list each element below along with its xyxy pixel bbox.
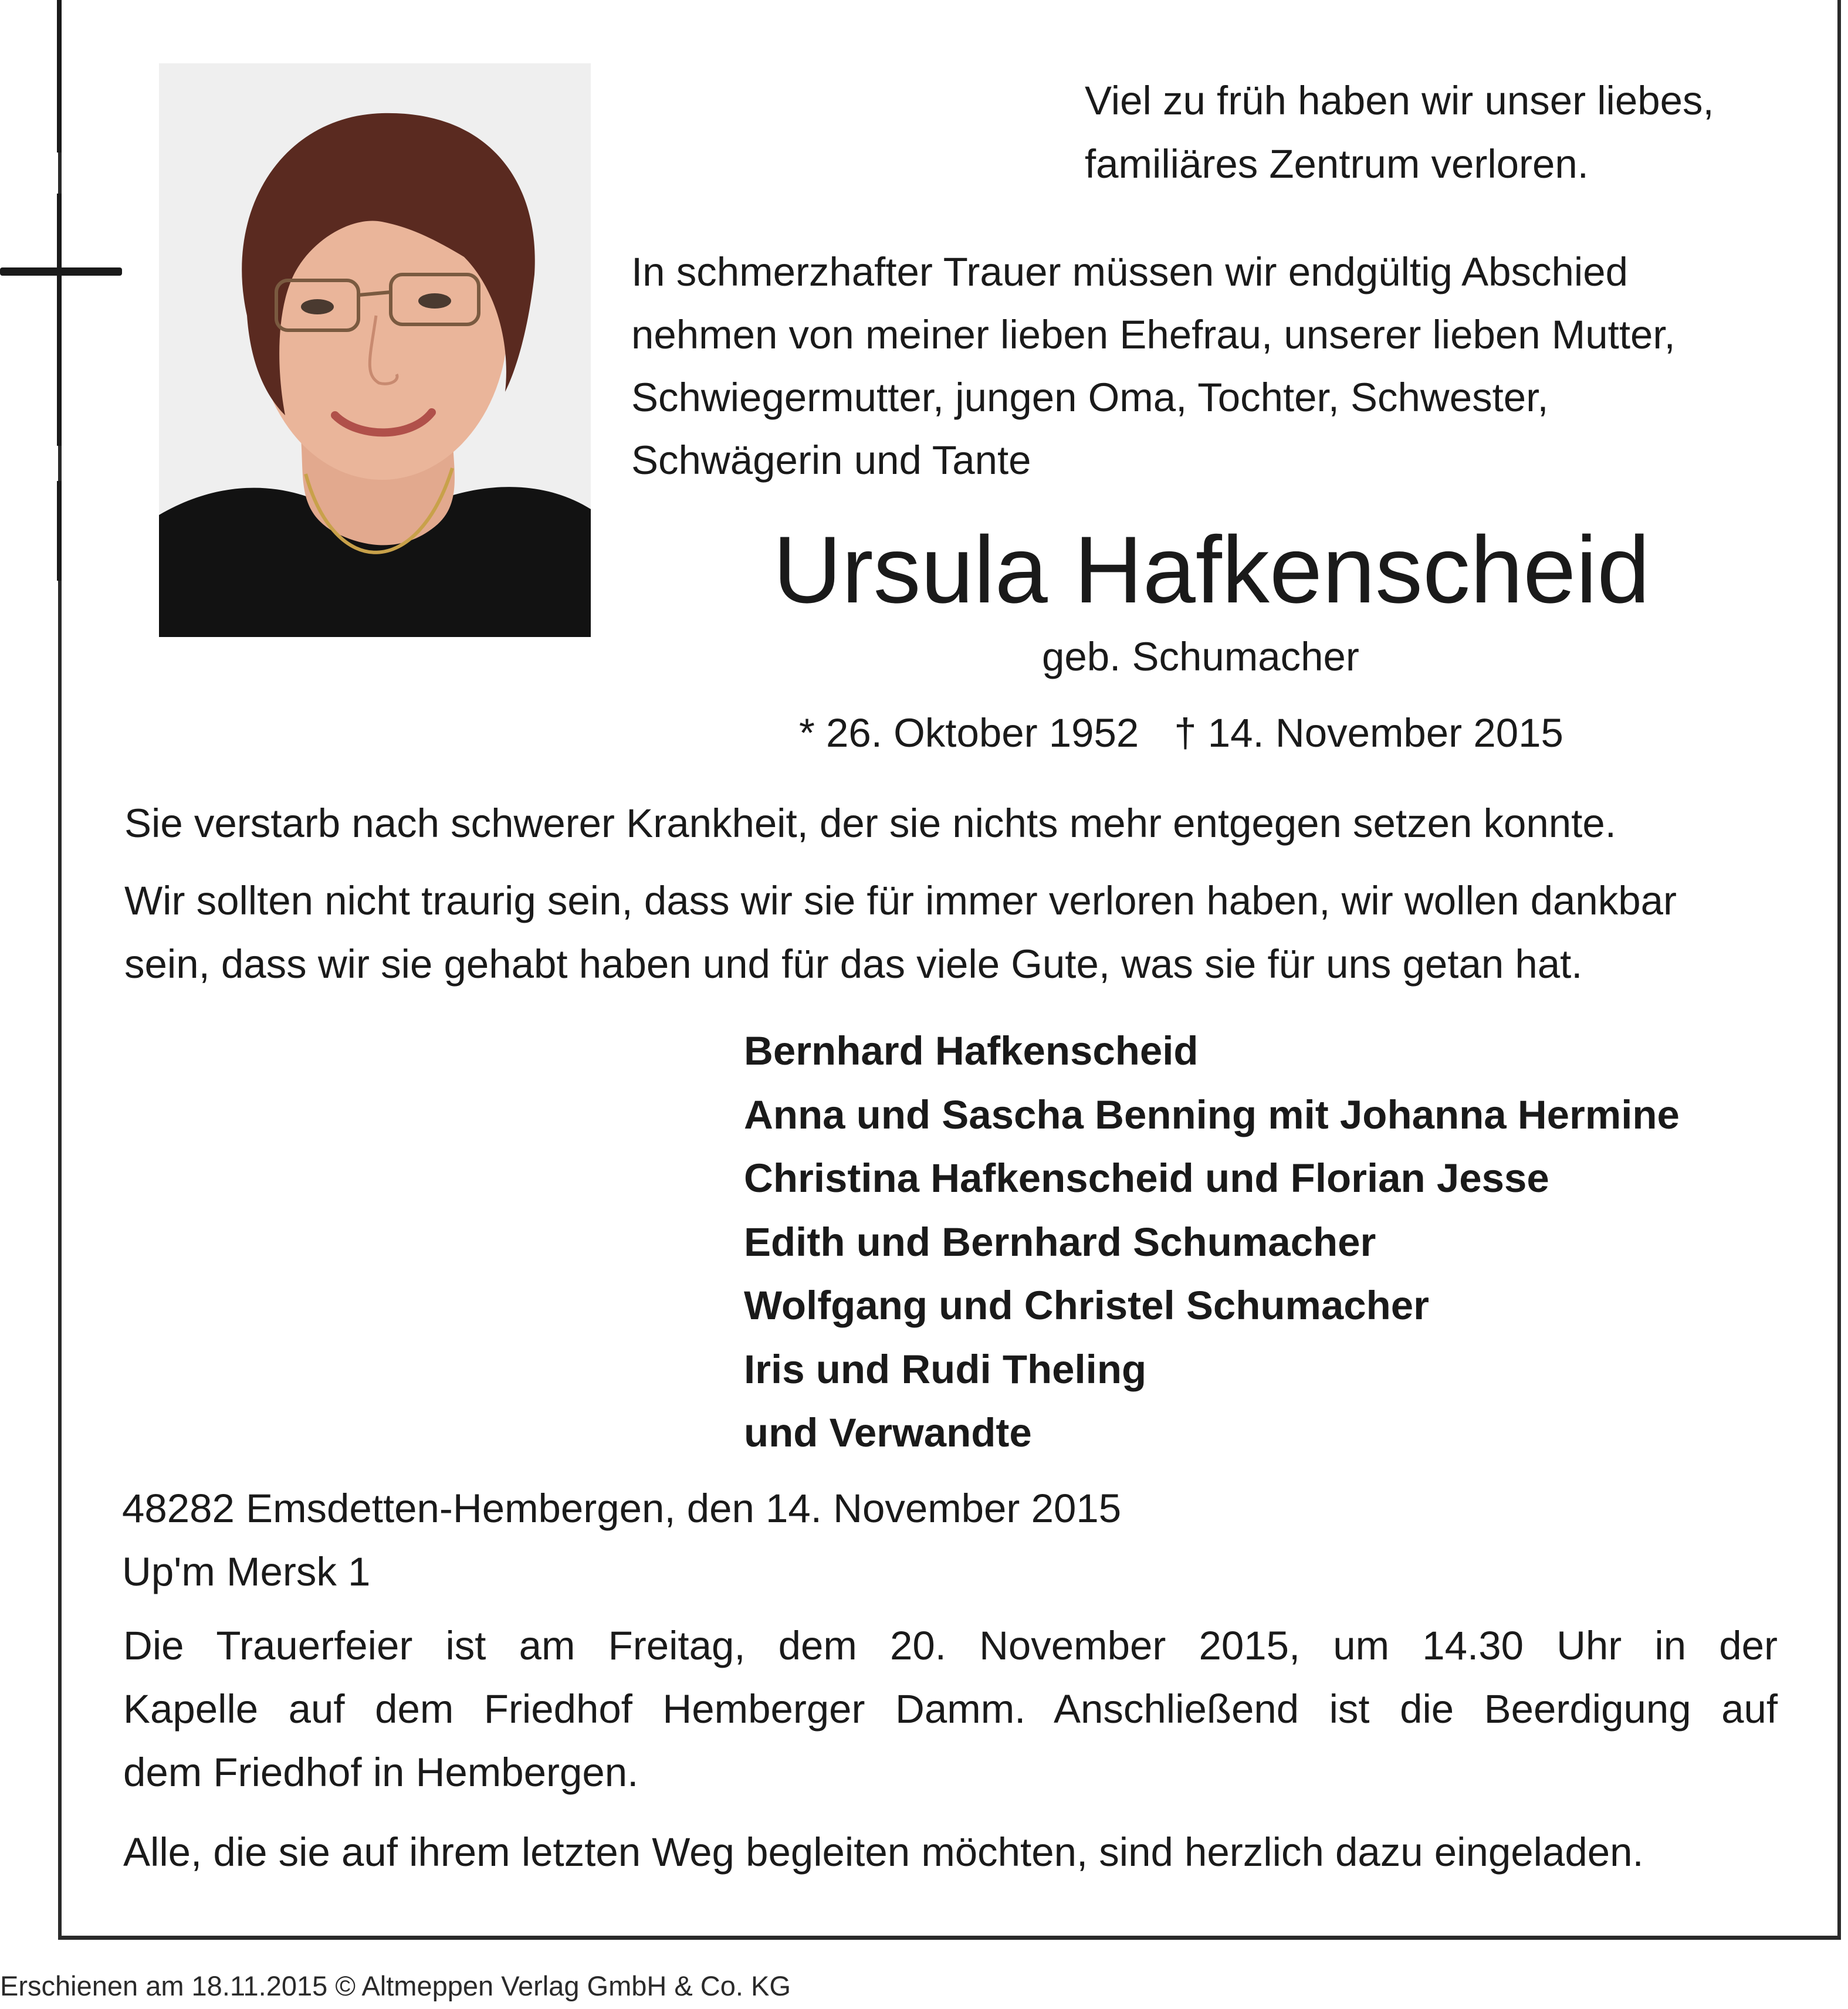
illness-paragraph: Sie verstarb nach schwerer Krankheit, der sie nichts mehr entgegen setzen konnte. [124,801,1616,846]
service-line: dem Friedhof in Hembergen. [123,1750,639,1795]
mourner-entry: und Verwandte [744,1410,1032,1455]
funeral-service-info [123,1614,1778,1804]
deceased-name: Ursula Hafkenscheid [773,517,1650,623]
mourner-entry: Wolfgang und Christel Schumacher [744,1283,1430,1328]
gratitude-line: Wir sollten nicht traurig sein, dass wir sie für immer verloren haben, wir wollen dankbar [124,878,1677,923]
place-line: 48282 Emsdetten-Hembergen, den 14. November 2015 [122,1486,1122,1531]
address-line: Up'm Mersk 1 [122,1549,371,1594]
intro-text [631,240,1676,492]
place-and-date [122,1477,1121,1604]
maiden-name: geb. Schumacher [1042,634,1359,679]
publication-footer: Erschienen am 18.11.2015 © Altmeppen Verlag GmbH & Co. KG [0,1970,791,2001]
gratitude-paragraph [124,869,1677,996]
mourners-list [744,1019,1680,1465]
mourner-entry: Edith und Bernhard Schumacher [744,1219,1376,1265]
mourner-entry: Bernhard Hafkenscheid [744,1028,1199,1073]
birth-date: * 26. Oktober 1952 [799,710,1139,756]
intro-line: Schwägerin und Tante [631,438,1031,483]
life-dates [799,704,1563,763]
quote-line: Viel zu früh haben wir unser liebes, [1085,78,1714,123]
death-date: † 14. November 2015 [1174,710,1563,756]
service-line: Kapelle auf dem Friedhof Hemberger Damm. Anschließend ist die Beerdigung auf [123,1686,1778,1732]
quote-line: familiäres Zentrum verloren. [1085,141,1589,187]
intro-line: In schmerzhafter Trauer müssen wir endgültig Abschied [631,249,1628,294]
gratitude-line: sein, dass wir sie gehabt haben und für das viele Gute, was sie für uns getan hat. [124,941,1583,987]
mourner-entry: Christina Hafkenscheid und Florian Jesse [744,1156,1549,1201]
service-line: Die Trauerfeier ist am Freitag, dem 20. November 2015, um 14.30 Uhr in der [123,1623,1778,1668]
invitation-text: Alle, die sie auf ihrem letzten Weg begleiten möchten, sind herzlich dazu eingeladen. [123,1830,1644,1875]
opening-quote [1085,69,1714,196]
mourner-entry: Iris und Rudi Theling [744,1346,1147,1392]
mourner-entry: Anna und Sascha Benning mit Johanna Hermine [744,1092,1680,1137]
intro-line: Schwiegermutter, jungen Oma, Tochter, Schwester, [631,375,1549,420]
intro-line: nehmen von meiner lieben Ehefrau, unserer lieben Mutter, [631,312,1676,357]
